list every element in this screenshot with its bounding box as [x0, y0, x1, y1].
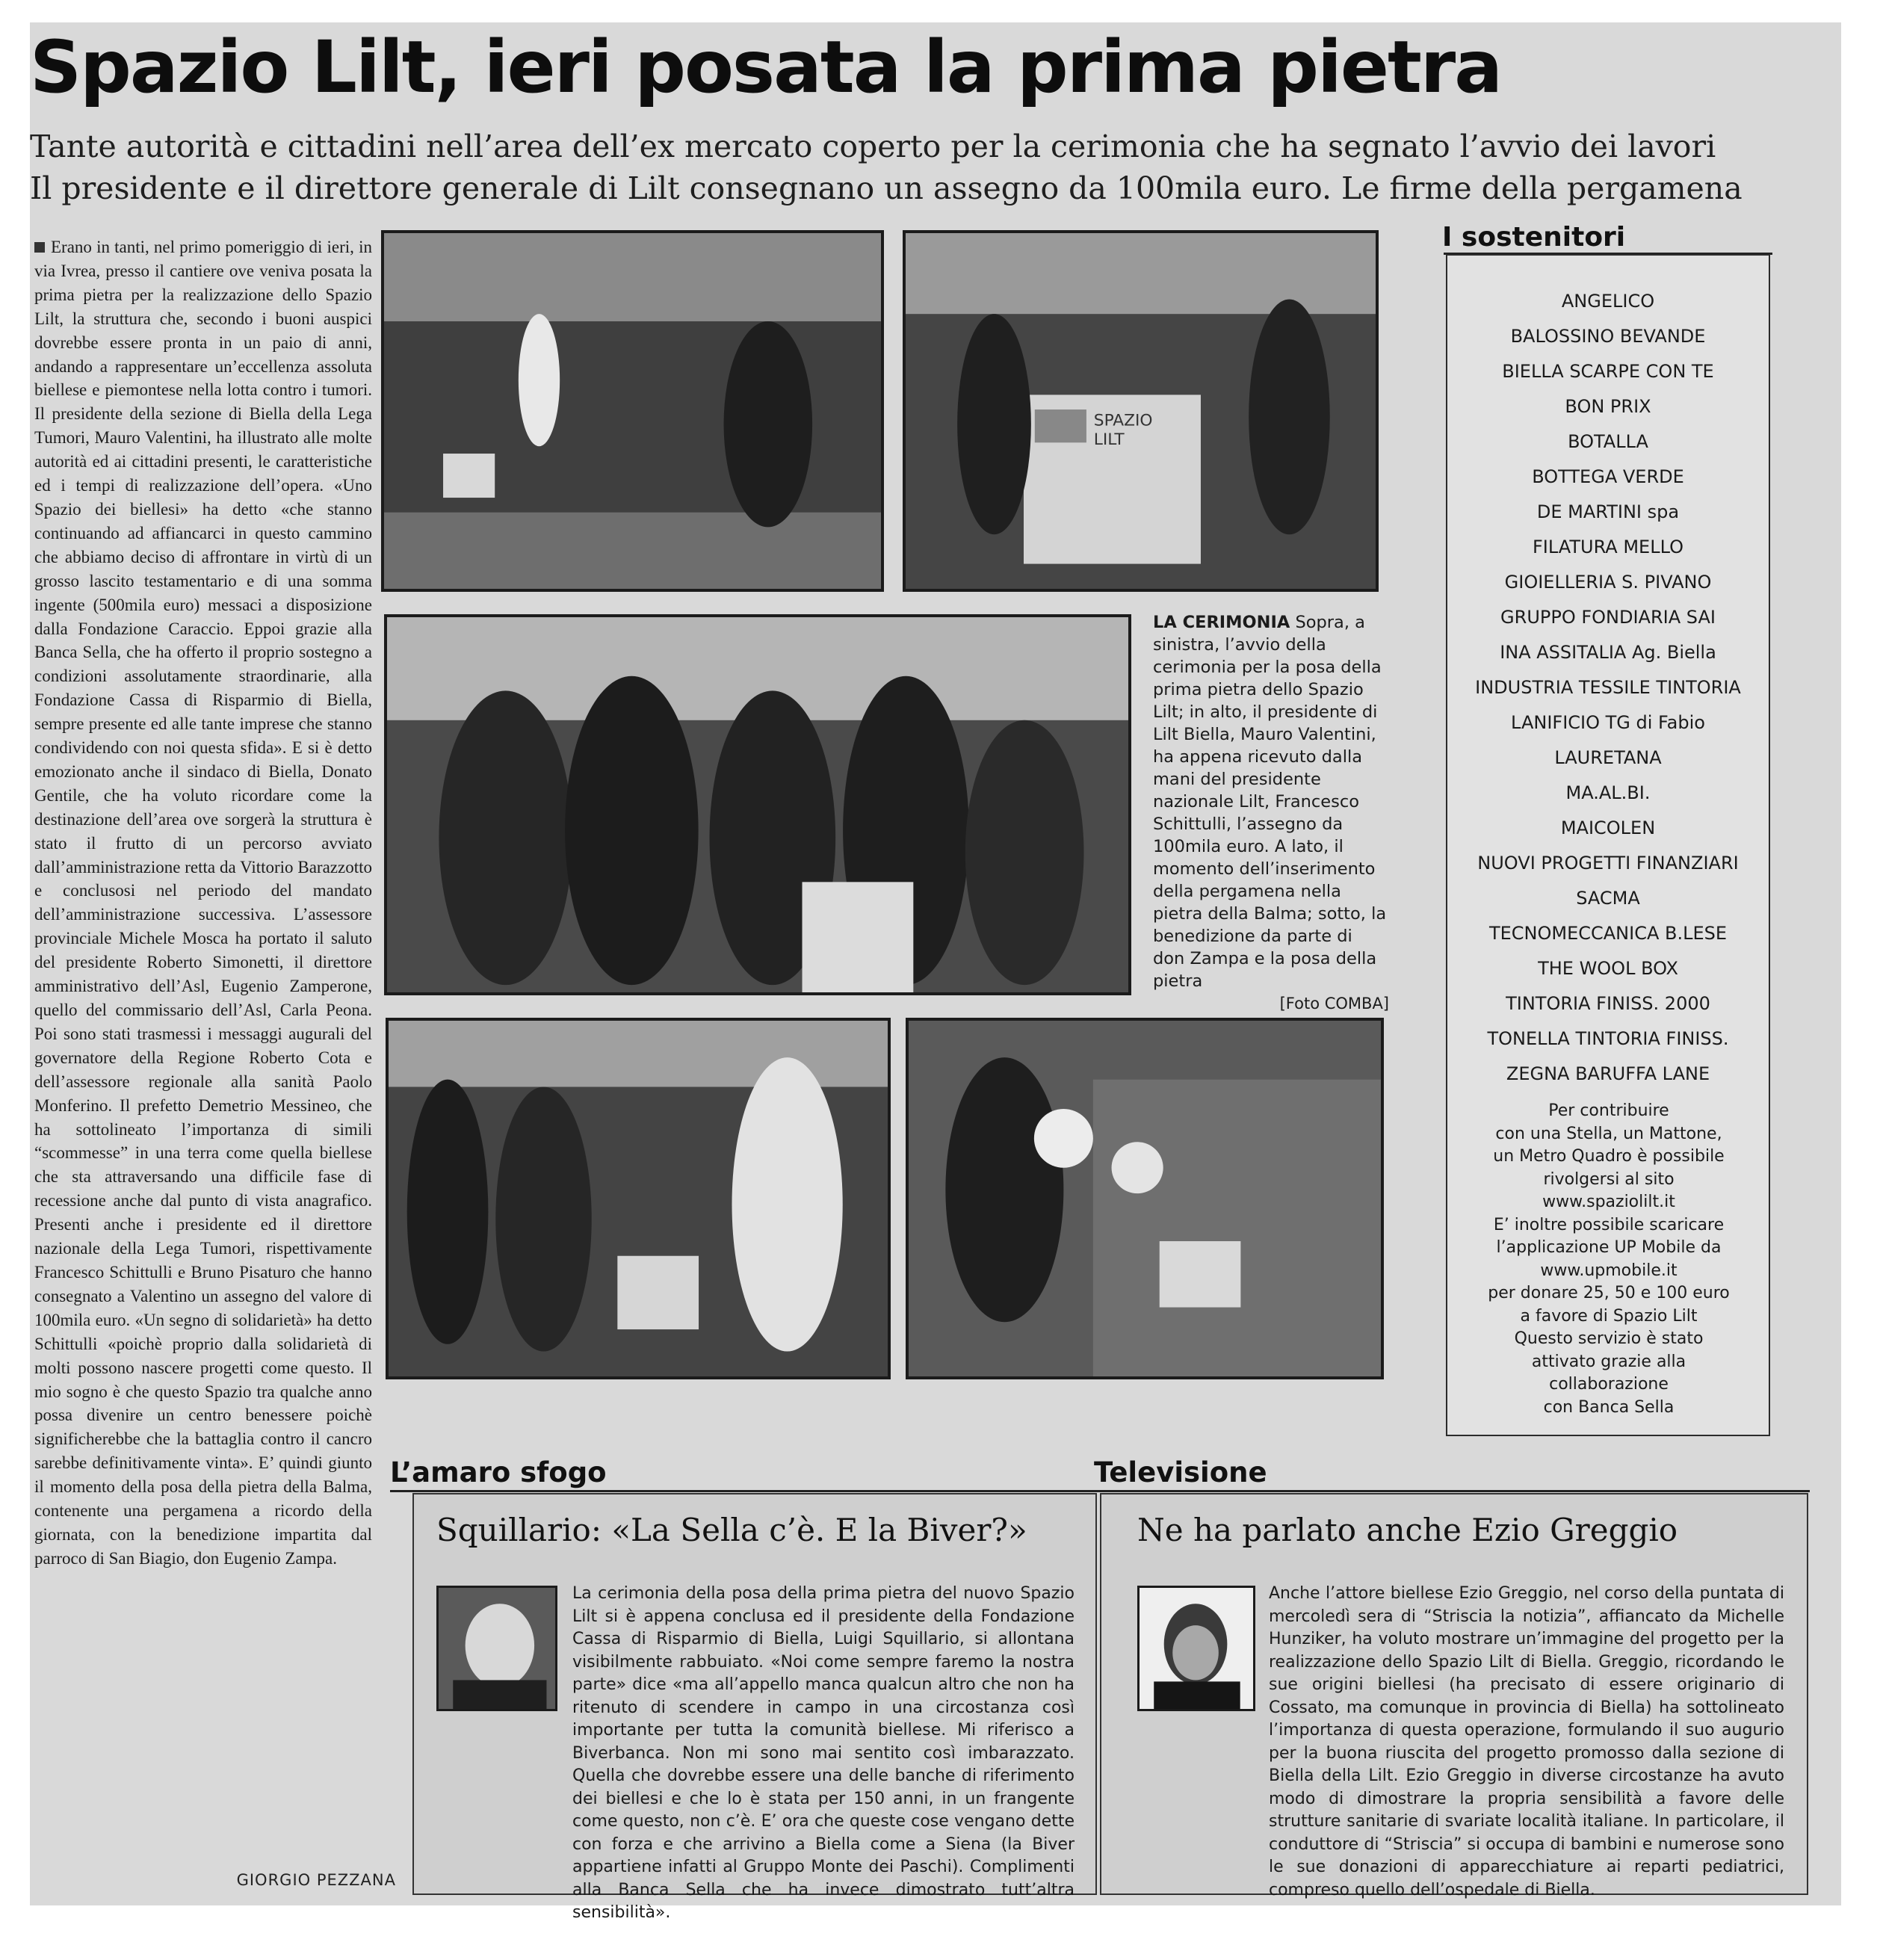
greggio-text: Anche l’attore biellese Ezio Greggio, nel corso della puntata di mercoledì sera di “Striscia la notizia”, affiancato da Michelle Hunziker, ha voluto mostrare un’immagine del progetto per la realizzazione dello Spazio Lilt di Biella. Greggio, ricordando le sue origini biellesi (ha precisato di essere originario di Cossato, ma comunque in provincia di Biella) ha sottolineato l’importanza di questa operazione, formulando il suo augurio per la buona riuscita del progetto promosso dalla sezione di Biella della Lilt. Ezio Greggio in diverse circostanze ha avuto modo di dimostrare la propria sensibilità a favore delle strutture sanitarie di svariate località italiane. In particolare, il conduttore di “Striscia” si occupa di bambini e numerose sono le sue donazioni di apparecchiature ai reparti pediatrici, compreso quello dell’ospedale di Biella. — [1269, 1584, 1784, 1899]
sponsor-item: FILATURA MELLO — [1533, 537, 1683, 557]
squillario-text: La cerimonia della posa della prima pietra del nuovo Spazio Lilt si è appena conclusa ed il presidente della Fondazione Cassa di Risparmio di Biella, Luigi Squillario, si allontana visibilmente rabbuiato. «Noi come sempre faremo la nostra parte» dice «ma all’appello manca qualcun altro che non ha ritenuto di scendere in campo in una circostanza così importante per tutta la comunità biellese. Mi riferisco a Biverbanca. Non mi sono mai sentito così imbarazzato. Quella che dovrebbe essere una delle banche di riferimento dei biellesi e che lo è stata per 150 anni, in un frangente come questo, non c’è. E’ ora che queste cose vengano dette con forza e che arrivino a Biella come a Siena (la Biver appartiene infatti al Gruppo Monte dei Paschi). Complimenti alla Banca Sella che ha invece dimostrato tutt’altra sensibilità». — [572, 1584, 1075, 1922]
contribute-line: E’ inoltre possibile scaricare — [1493, 1215, 1725, 1234]
photo-blessing-graphic — [389, 1021, 888, 1376]
sign-line-2: LILT — [1093, 430, 1125, 450]
sponsor-item: ANGELICO — [1561, 291, 1655, 312]
sponsor-item: TONELLA TINTORIA FINISS. — [1487, 1028, 1729, 1049]
sidebar-article-squillario — [412, 1493, 1097, 1922]
sponsor-list — [1447, 284, 1769, 1092]
contribute-line: Questo servizio è stato — [1514, 1329, 1704, 1348]
photo-stone-laying — [906, 1018, 1384, 1379]
portrait-greggio-graphic — [1140, 1588, 1253, 1709]
sponsor-item: INA ASSITALIA Ag. Biella — [1500, 642, 1716, 663]
photo-stone-graphic — [909, 1021, 1381, 1376]
greggio-title: Ne ha parlato anche Ezio Greggio — [1137, 1512, 1678, 1548]
contribute-line: per donare 25, 50 e 100 euro — [1488, 1284, 1730, 1302]
sidebar-article-greggio — [1100, 1493, 1808, 1899]
byline: GIORGIO PEZZANA — [236, 1871, 396, 1889]
sponsor-item: THE WOOL BOX — [1538, 958, 1678, 979]
sponsor-item: TINTORIA FINISS. 2000 — [1506, 993, 1710, 1014]
caption-text: Sopra, a sinistra, l’avvio della cerimonia per la posa della prima pietra dello Spazio Lilt; in alto, il presidente di Lilt Biella, Mauro Valentini, ha appena ricevuto dalla mani del presidente nazionale Lilt, Francesco Schittulli, l’assegno da 100mila euro. A lato, il momento dell’inserimento della pergamena nella pietra della Balma; sotto, la benedizione da parte di don Zampa e la posa della pietra — [1153, 613, 1387, 991]
contribute-line: con Banca Sella — [1543, 1397, 1675, 1417]
sponsor-item: BON PRIX — [1565, 396, 1651, 417]
section-tag-amaro-sfogo: L’amaro sfogo — [390, 1456, 607, 1488]
greggio-text-block — [1269, 1583, 1784, 1899]
contribute-line: con una Stella, un Mattone, — [1495, 1124, 1722, 1143]
sign-line-1: SPAZIO — [1093, 411, 1153, 430]
contribute-info — [1455, 1100, 1763, 1419]
photo-parchment-insertion — [384, 614, 1131, 995]
sponsor-item: BOTALLA — [1568, 431, 1648, 452]
newspaper-page — [30, 22, 1841, 1922]
portrait-squillario-graphic — [439, 1588, 555, 1709]
sponsor-item: BOTTEGA VERDE — [1532, 466, 1684, 487]
sponsor-item: LANIFICIO TG di Fabio — [1511, 712, 1705, 733]
photo-crowd-graphic — [384, 233, 881, 589]
section-rule-left — [390, 1490, 1104, 1492]
sponsors-box — [1446, 254, 1770, 1436]
photo-check-presentation — [903, 230, 1379, 592]
squillario-title: Squillario: «La Sella c’è. E la Biver?» — [436, 1512, 1027, 1548]
greggio-portrait — [1137, 1586, 1255, 1711]
photo-check-graphic — [906, 233, 1376, 589]
subhead-1: Tante autorità e cittadini nell’area dell’ex mercato coperto per la cerimonia che ha segnato l’avvio dei lavori — [30, 129, 1716, 164]
sponsor-item: INDUSTRIA TESSILE TINTORIA — [1475, 677, 1741, 698]
contribute-line: un Metro Quadro è possibile — [1493, 1147, 1725, 1166]
contribute-link[interactable]: www.spaziolilt.it — [1542, 1193, 1675, 1211]
sponsor-item: NUOVI PROGETTI FINANZIARI — [1477, 853, 1739, 874]
sponsor-item: GRUPPO FONDIARIA SAI — [1500, 607, 1716, 628]
headline: Spazio Lilt, ieri posata la prima pietra — [30, 25, 1501, 109]
squillario-portrait — [436, 1586, 557, 1711]
subhead-2: Il presidente e il direttore generale di Lilt consegnano un assegno da 100mila euro. Le firme della pergamena — [30, 170, 1743, 206]
contribute-line: collaborazione — [1549, 1375, 1669, 1394]
contribute-line: a favore di Spazio Lilt — [1520, 1306, 1698, 1326]
photo-blessing — [386, 1018, 891, 1379]
photo-parchment-graphic — [387, 617, 1128, 992]
sponsor-item: BALOSSINO BEVANDE — [1510, 326, 1706, 347]
sponsor-item: MAICOLEN — [1560, 817, 1656, 838]
photo-ceremony-crowd — [381, 230, 884, 592]
photo-caption — [1153, 611, 1389, 1015]
contribute-link[interactable]: www.upmobile.it — [1540, 1261, 1678, 1280]
sponsor-item: BIELLA SCARPE CON TE — [1502, 361, 1714, 382]
sponsor-item: GIOIELLERIA S. PIVANO — [1504, 572, 1712, 593]
sponsor-item: DE MARTINI spa — [1536, 501, 1680, 522]
photo-credit: [Foto COMBA] — [1279, 995, 1389, 1013]
sponsor-item: MA.AL.BI. — [1565, 782, 1651, 803]
contribute-line: l’applicazione UP Mobile da — [1496, 1238, 1722, 1257]
squillario-text-top — [572, 1583, 1075, 1922]
article-body — [34, 235, 372, 1879]
sidebar-title: I sostenitori — [1442, 222, 1626, 253]
contribute-line: Per contribuire — [1548, 1101, 1669, 1120]
section-tag-televisione: Televisione — [1094, 1456, 1267, 1488]
contribute-line: rivolgersi al sito — [1543, 1169, 1675, 1189]
lead-square-icon — [34, 242, 45, 253]
contribute-line: attivato grazie alla — [1531, 1352, 1686, 1371]
article-body-text: Erano in tanti, nel primo pomeriggio di ieri, in via Ivrea, presso il cantiere ove veniva posata la prima pietra per la realizzazione dello Spazio Lilt, la struttura che, secondo i buoni auspici dovrebbe essere pronta in un paio di anni, andando a rappresentare un’eccellenza assoluta biellese e piemontese nella lotta contro i tumori. Il presidente della sezione di Biella della Lega Tumori, Mauro Valentini, ha illustrato alle molte autorità ed ai cittadini presenti, le caratteristiche ed i tempi di realizzazione dell’opera. «Uno Spazio dei biellesi» ha detto «che stanno continuando ad affiancarci in questo cammino che abbiamo deciso di affrontare in virtù di un grosso lascito testamentario e di una somma ingente (500mila euro) messaci a disposizione dalla Fondazione Caraccio. Eppoi grazie alla Banca Sella, che ha offerto il proprio sostegno a condizioni assolutamente straordinarie, alla Fondazione Cassa di Risparmio di Biella, sempre presente ed alle tante imprese che stanno condividendo con noi questa sfida». E si è detto emozionato anche il sindaco di Biella, Donato Gentile, che ha voluto ricordare come la destinazione dell’area ove sorgerà la struttura è stato il frutto di un percorso avviato dall’amministrazione retta da Vittorio Barazzotto e conclusosi nel periodo del mandato dell’amministrazione successiva. L’assessore provinciale Michele Mosca ha portato il saluto del presidente Roberto Simonetti, il direttore amministrativo dell’Asl, Eugenio Zamperone, quello del commissario dell’Asl, Carla Peona. Poi sono stati trasmessi i messaggi augurali del governatore della Regione Roberto Cota e dell’assessore regionale alla sanità Paolo Monferino. Il prefetto Demetrio Messineo, che ha sottolineato l’importanza di simili “scommesse” in una terra come quella biellese che sta attraversando una difficile fase di recessione anche dal punto di vista anagrafico. Presenti anche i presidente ed il direttore nazionale della Lega Tumori, rispettivamente Francesco Schittulli e Bruno Pisaturo che hanno consegnato a Valentino un assegno del valore di 100mila euro. «Un segno di solidarietà» ha detto Schittulli «poichè proprio dalla solidarietà di molti possono nascere progetti come questo. Il mio sogno è che questo Spazio tra qualche anno possa divenire un centro benessere poichè significherebbe che la battaglia contro il cancro sarebbe definitivamente vinta». E’ quindi giunto il momento della posa della pietra della Balma, contenente una pergamena a ricordo della giornata, con la benedizione impartita dal parroco di San Biagio, don Eugenio Zampa. — [34, 238, 372, 1568]
sponsor-item: LAURETANA — [1554, 747, 1662, 768]
sponsor-item: SACMA — [1576, 888, 1640, 909]
sponsor-item: TECNOMECCANICA B.LESE — [1488, 923, 1728, 944]
caption-label: LA CERIMONIA — [1153, 613, 1290, 632]
sponsor-item: ZEGNA BARUFFA LANE — [1506, 1063, 1710, 1084]
section-rule-right — [1094, 1490, 1810, 1492]
